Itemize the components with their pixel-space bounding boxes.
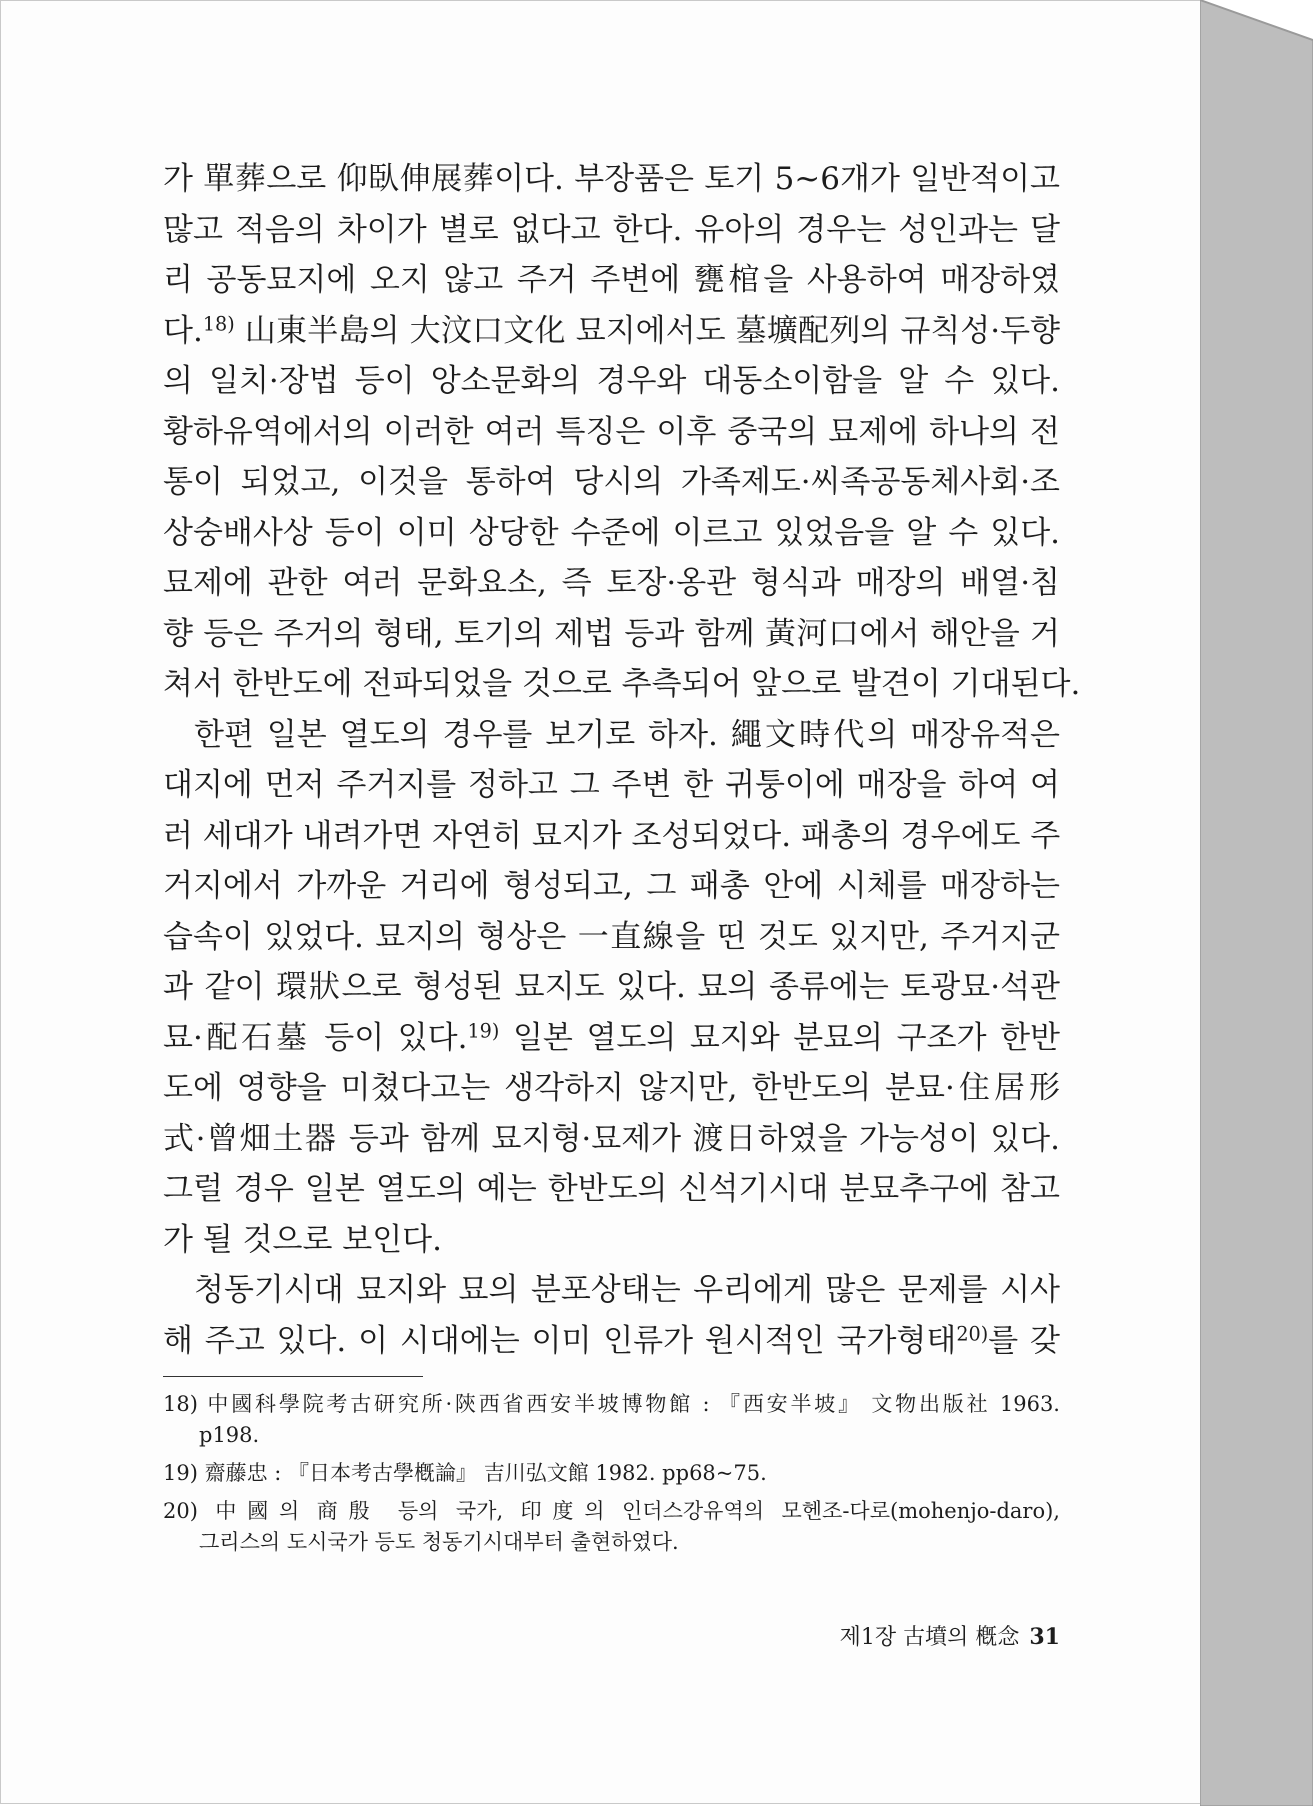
text-line: 청동기시대 묘지와 묘의 분포상태는 우리에게 많은 문제를 시사 bbox=[194, 1272, 1060, 1308]
text-line: 향 등은 주거의 형태, 토기의 제법 등과 함께 黃河口에서 해안을 거 bbox=[163, 615, 1060, 652]
text-line: 대지에 먼저 주거지를 정하고 그 주변 한 귀퉁이에 매장을 하여 여 bbox=[163, 767, 1060, 803]
text-line: 거지에서 가까운 거리에 형성되고, 그 패총 안에 시체를 매장하는 bbox=[163, 868, 1060, 904]
text-line bbox=[163, 1013, 1060, 1064]
book-edge bbox=[1200, 0, 1313, 1806]
footnote-ref-20[interactable]: 20) bbox=[956, 1321, 989, 1345]
text-line: 의 일치·장법 등이 앙소문화의 경우와 대동소이함을 알 수 있다. bbox=[163, 363, 1060, 399]
footnote-line: 그리스의 도시국가 등도 청동기시대부터 출현하였다. bbox=[199, 1530, 679, 1554]
text-line: 도에 영향을 미쳤다고는 생각하지 않지만, 한반도의 분묘·住居形 bbox=[163, 1070, 1060, 1106]
text-line: 과 같이 環狀으로 형성된 묘지도 있다. 묘의 종류에는 토광묘·석관 bbox=[163, 969, 1060, 1005]
chapter-title: 제1장 古墳의 槪念 bbox=[839, 1625, 1020, 1650]
text-line: 황하유역에서의 이러한 여러 특징은 이후 중국의 묘제에 하나의 전 bbox=[163, 413, 1060, 450]
text-line: 러 세대가 내려가면 자연히 묘지가 조성되었다. 패총의 경우에도 주 bbox=[163, 817, 1061, 854]
body-text bbox=[163, 154, 1081, 1366]
footnote-line: p198. bbox=[199, 1423, 260, 1447]
footnote-text: 齋藤忠 : 『日本考古學槪論』 吉川弘文館 1982. pp68~75. bbox=[204, 1461, 767, 1485]
text-fragment: 를 갖 bbox=[988, 1322, 1060, 1359]
text-line: 리 공동묘지에 오지 않고 주거 주변에 甕棺을 사용하여 매장하였 bbox=[163, 262, 1060, 298]
text-line: 가 될 것으로 보인다. bbox=[163, 1221, 442, 1258]
footnote-number: 19) bbox=[163, 1461, 198, 1485]
footnote-ref-18[interactable]: 18) bbox=[202, 311, 235, 335]
text-line: 상숭배사상 등이 이미 상당한 수준에 이르고 있었음을 알 수 있다. bbox=[163, 514, 1060, 551]
footnote-divider bbox=[163, 1376, 423, 1377]
text-line: 가 單葬으로 仰臥伸展葬이다. 부장품은 토기 5~6개가 일반적이고 bbox=[163, 161, 1060, 197]
text-fragment: 일본 열도의 묘지와 분묘의 구조가 한반 bbox=[512, 1019, 1060, 1056]
text-line: 묘제에 관한 여러 문화요소, 즉 토장·옹관 형식과 매장의 배열·침 bbox=[163, 565, 1060, 601]
page-number: 31 bbox=[1029, 1624, 1060, 1650]
footnote-number: 18) bbox=[163, 1392, 198, 1416]
text-line: 통이 되었고, 이것을 통하여 당시의 가족제도·씨족공동체사회·조 bbox=[163, 464, 1060, 500]
text-line: 한편 일본 열도의 경우를 보기로 하자. 繩文時代의 매장유적은 bbox=[194, 716, 1060, 753]
footnotes bbox=[163, 1389, 1060, 1565]
text-fragment: 묘·配石墓 등이 있다. bbox=[163, 1019, 468, 1056]
footnote-number: 20) bbox=[163, 1499, 198, 1523]
text-line bbox=[163, 1316, 1060, 1367]
footnote-ref-19[interactable]: 19) bbox=[467, 1018, 500, 1042]
running-footer bbox=[700, 1620, 1060, 1651]
text-fragment: 해 주고 있다. 이 시대에는 이미 인류가 원시적인 국가형태 bbox=[163, 1322, 957, 1359]
footnote-line bbox=[163, 1458, 1060, 1489]
text-line: 그럴 경우 일본 열도의 예는 한반도의 신석기시대 분묘추구에 참고 bbox=[163, 1171, 1060, 1207]
text-line: 많고 적음의 차이가 별로 없다고 한다. 유아의 경우는 성인과는 달 bbox=[163, 211, 1060, 248]
text-line bbox=[163, 306, 1060, 357]
footnote-text: 中國의 商殷 등의 국가, 印度의 인더스강유역의 모헨조-다로(mohenjo-daro), bbox=[215, 1499, 1060, 1523]
text-line: 式·曾畑土器 등과 함께 묘지형·묘제가 渡日하였을 가능성이 있다. bbox=[163, 1120, 1060, 1157]
footnote-line bbox=[163, 1496, 1060, 1527]
text-line: 쳐서 한반도에 전파되었을 것으로 추측되어 앞으로 발견이 기대된다. bbox=[163, 666, 1081, 702]
footnote-19 bbox=[163, 1458, 1060, 1489]
text-line: 습속이 있었다. 묘지의 형상은 一直線을 띤 것도 있지만, 주거지군 bbox=[163, 918, 1060, 955]
footnote-line bbox=[163, 1389, 1060, 1420]
footnote-18 bbox=[163, 1389, 1060, 1451]
footnote-20 bbox=[163, 1496, 1060, 1558]
text-fragment: 다. bbox=[163, 312, 203, 349]
footnote-text: 中國科學院考古研究所·陝西省西安半坡博物館 : 『西安半坡』 文物出版社 1963. bbox=[207, 1392, 1060, 1416]
text-fragment: 山東半島의 大汶口文化 묘지에서도 墓壙配列의 규칙성·두향 bbox=[244, 312, 1061, 349]
